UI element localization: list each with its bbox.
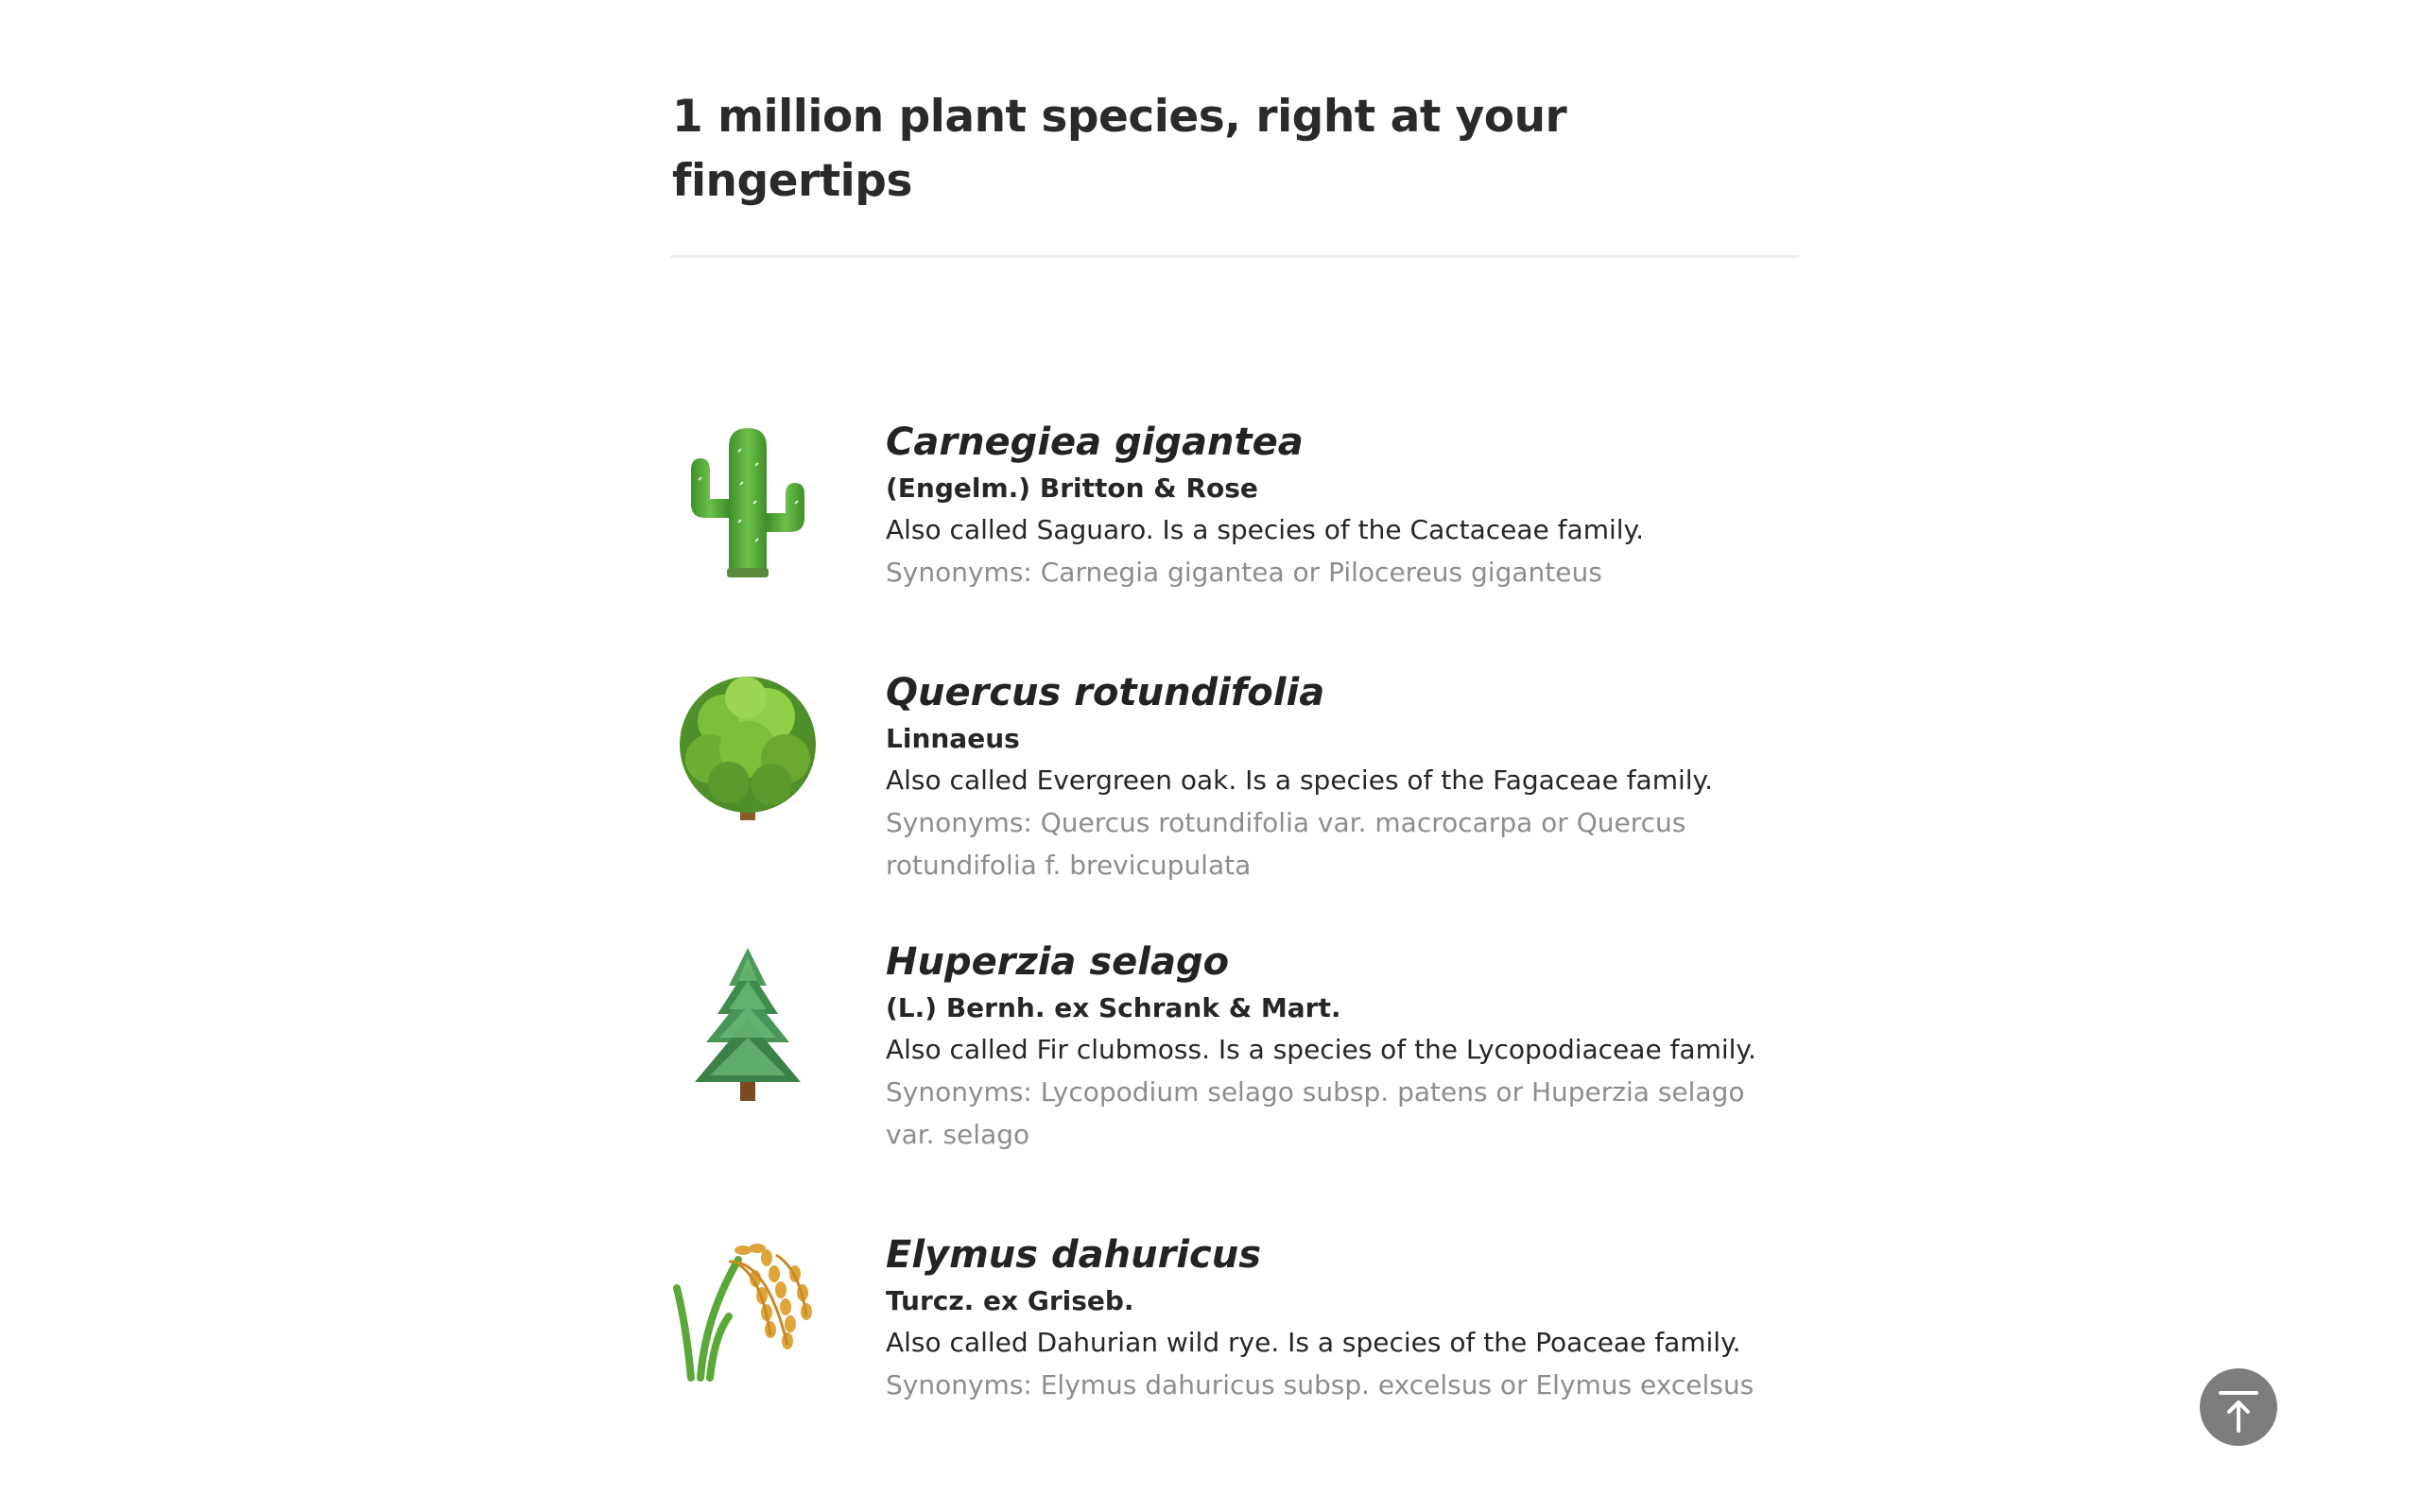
main-content [672, 0, 1799, 1400]
species-text [886, 938, 1793, 1156]
common-name-description: Also called Evergreen oak. Is a species of the Fagaceae family. [886, 765, 1714, 796]
common-name-description: Also called Dahurian wild rye. Is a species of the Poaceae family. [886, 1327, 1741, 1358]
common-name-description: Also called Fir clubmoss. Is a species of the Lycopodiaceae family. [886, 1034, 1756, 1065]
species-text [886, 419, 1793, 593]
common-name-description: Also called Saguaro. Is a species of the Cactaceae family. [886, 514, 1645, 545]
synonyms: Synonyms: Lycopodium selago subsp. patens or Huperzia selago var. selago [886, 1076, 1745, 1150]
cactus-icon [672, 428, 823, 589]
species-text [886, 669, 1793, 886]
synonyms: Synonyms: Carnegia gigantea or Pilocereus giganteus [886, 557, 1602, 588]
sheaf-of-rice-icon [672, 1222, 823, 1383]
scientific-name: Elymus dahuricus [886, 1233, 1262, 1277]
arrow-up-to-line-icon [2200, 1368, 2277, 1446]
synonyms: Synonyms: Elymus dahuricus subsp. excelsus or Elymus excelsus [886, 1369, 1754, 1400]
back-to-top-button[interactable] [2200, 1368, 2277, 1446]
scientific-name: Quercus rotundifolia [886, 671, 1325, 714]
scientific-name: Carnegiea gigantea [886, 421, 1304, 464]
author-name: Linnaeus [886, 723, 1020, 754]
author-name: (L.) Bernh. ex Schrank & Mart. [886, 992, 1341, 1023]
evergreen-tree-icon [672, 948, 823, 1108]
author-name: (Engelm.) Britton & Rose [886, 472, 1258, 504]
author-name: Turcz. ex Griseb. [886, 1285, 1134, 1316]
title-divider [670, 255, 1799, 258]
synonyms: Synonyms: Quercus rotundifolia var. macrocarpa or Quercus rotundifolia f. brevicupulata [886, 807, 1686, 881]
deciduous-tree-icon [672, 669, 823, 830]
species-text [886, 1231, 1793, 1406]
scientific-name: Huperzia selago [886, 940, 1230, 984]
page-title: 1 million plant species, right at your fingertips [672, 91, 1567, 207]
